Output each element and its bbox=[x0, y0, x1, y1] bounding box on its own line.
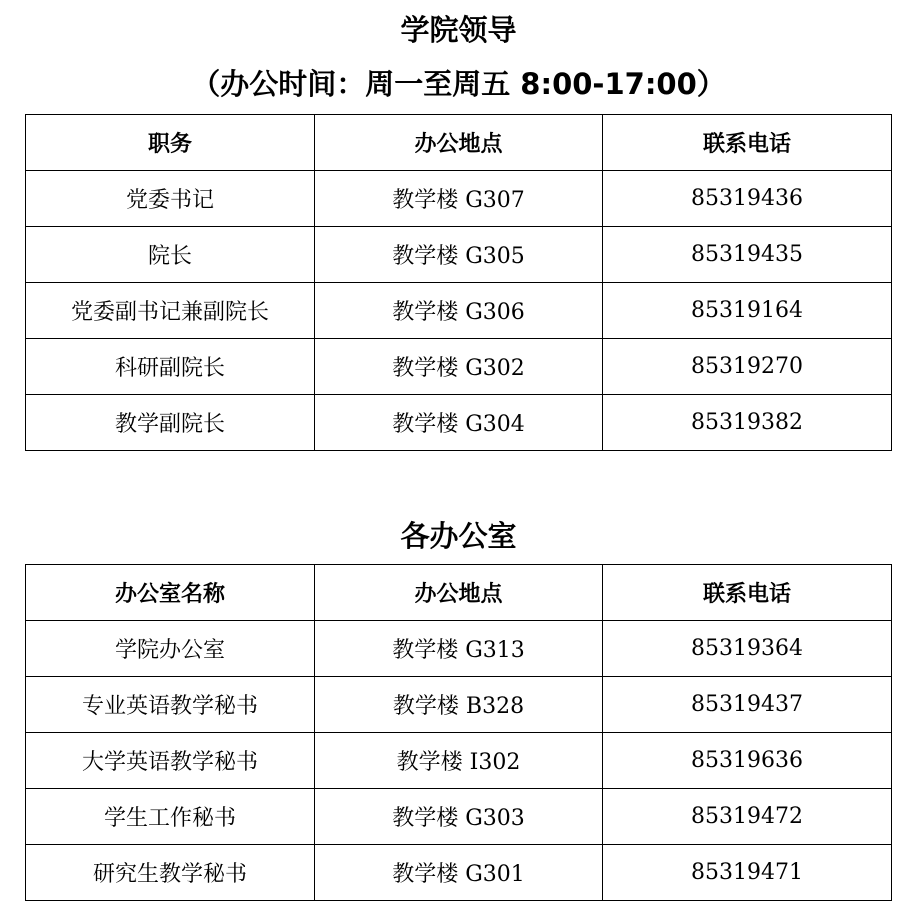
position-cell: 教学副院长 bbox=[26, 395, 315, 451]
leaders-title: 学院领导 bbox=[400, 13, 517, 47]
offices-title: 各办公室 bbox=[400, 519, 517, 553]
column-header-phone: 联系电话 bbox=[603, 115, 892, 171]
column-header-location: 办公地点 bbox=[315, 115, 603, 171]
table-row bbox=[26, 621, 892, 677]
position-cell: 科研副院长 bbox=[26, 339, 315, 395]
table-row bbox=[26, 283, 892, 339]
office-name-cell: 大学英语教学秘书 bbox=[26, 733, 315, 789]
column-header-position: 职务 bbox=[26, 115, 315, 171]
position-cell: 院长 bbox=[26, 227, 315, 283]
table-row bbox=[26, 677, 892, 733]
table-row bbox=[26, 171, 892, 227]
phone-cell: 85319164 bbox=[603, 283, 892, 339]
phone-cell: 85319270 bbox=[603, 339, 892, 395]
phone-cell: 85319437 bbox=[603, 677, 892, 733]
location-cell: 教学楼 B328 bbox=[315, 677, 603, 733]
location-cell: 教学楼 G301 bbox=[315, 845, 603, 901]
table-header-row bbox=[26, 115, 892, 171]
position-cell: 党委书记 bbox=[26, 171, 315, 227]
column-header-location: 办公地点 bbox=[315, 565, 603, 621]
location-cell: 教学楼 G304 bbox=[315, 395, 603, 451]
office-name-cell: 专业英语教学秘书 bbox=[26, 677, 315, 733]
location-cell: 教学楼 G306 bbox=[315, 283, 603, 339]
location-cell: 教学楼 G305 bbox=[315, 227, 603, 283]
phone-cell: 85319636 bbox=[603, 733, 892, 789]
table-row bbox=[26, 227, 892, 283]
table-row bbox=[26, 395, 892, 451]
table-row bbox=[26, 789, 892, 845]
position-cell: 党委副书记兼副院长 bbox=[26, 283, 315, 339]
table-header-row bbox=[26, 565, 892, 621]
column-header-phone: 联系电话 bbox=[603, 565, 892, 621]
office-name-cell: 研究生教学秘书 bbox=[26, 845, 315, 901]
location-cell: 教学楼 I302 bbox=[315, 733, 603, 789]
location-cell: 教学楼 G307 bbox=[315, 171, 603, 227]
phone-cell: 85319435 bbox=[603, 227, 892, 283]
table-row bbox=[26, 845, 892, 901]
office-hours-subtitle: （办公时间：周一至周五 8:00-17:00） bbox=[191, 67, 726, 101]
location-cell: 教学楼 G303 bbox=[315, 789, 603, 845]
table-row bbox=[26, 339, 892, 395]
offices-table bbox=[25, 564, 892, 901]
office-name-cell: 学院办公室 bbox=[26, 621, 315, 677]
table-row bbox=[26, 733, 892, 789]
column-header-office-name: 办公室名称 bbox=[26, 565, 315, 621]
phone-cell: 85319364 bbox=[603, 621, 892, 677]
leaders-table bbox=[25, 114, 892, 451]
location-cell: 教学楼 G302 bbox=[315, 339, 603, 395]
phone-cell: 85319436 bbox=[603, 171, 892, 227]
phone-cell: 85319382 bbox=[603, 395, 892, 451]
phone-cell: 85319472 bbox=[603, 789, 892, 845]
location-cell: 教学楼 G313 bbox=[315, 621, 603, 677]
office-name-cell: 学生工作秘书 bbox=[26, 789, 315, 845]
phone-cell: 85319471 bbox=[603, 845, 892, 901]
